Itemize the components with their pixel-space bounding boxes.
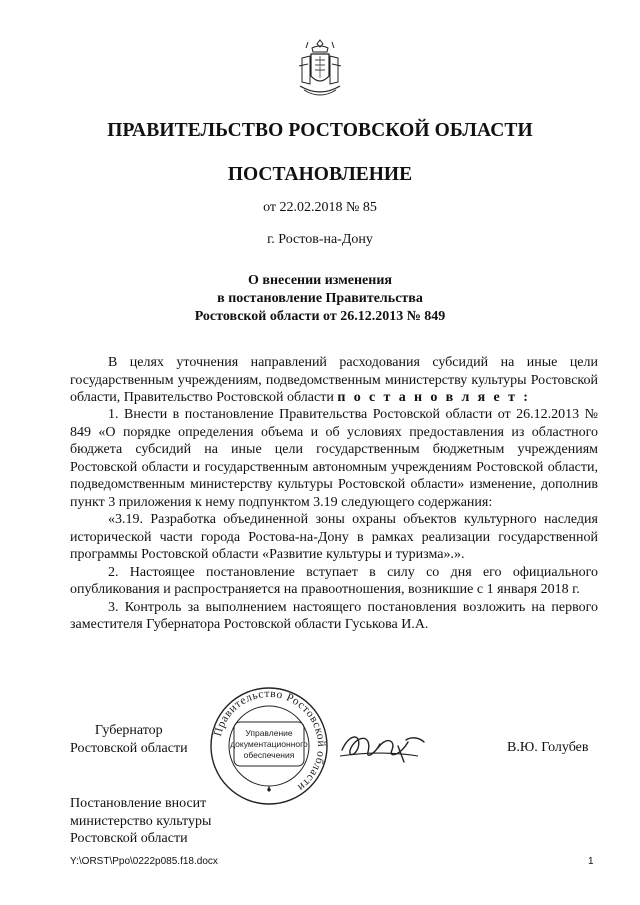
- clauses: [70, 406, 598, 634]
- coat-of-arms-emblem: [294, 38, 346, 102]
- signatory-name: В.Ю. Голубев: [507, 740, 589, 755]
- subject-line: в постановление Правительства: [217, 291, 423, 306]
- page-number: 1: [588, 856, 594, 867]
- decree-word: п о с т а н о в л я е т :: [337, 390, 531, 405]
- signatory-title-line: Ростовской области: [70, 741, 188, 756]
- stamp-inner-line: обеспечения: [243, 750, 295, 760]
- stamp-ring-text: Правительство Ростовской области: [212, 687, 328, 794]
- clause-1-quote: «3.19. Разработка объединенной зоны охраны объектов культурного наследия исторической части города Ростова-на-Дону в рамках реализации государственной программы Ростовской области «Развитие культуры и туризма».».: [70, 512, 598, 562]
- document-type-title: ПОСТАНОВЛЕНИЕ: [227, 164, 413, 185]
- organization-title: ПРАВИТЕЛЬСТВО РОСТОВСКОЙ ОБЛАСТИ: [107, 120, 533, 141]
- submitter-note: [70, 795, 211, 848]
- submitter-note-line: Ростовской области: [70, 831, 188, 846]
- stamp-inner-line: Управление: [245, 728, 293, 738]
- document-city: г. Ростов-на-Дону: [267, 232, 373, 247]
- document-subject: [0, 272, 640, 326]
- preamble: [70, 354, 598, 407]
- star-icon: [267, 786, 271, 792]
- official-stamp: [207, 686, 331, 806]
- preamble-text: В целях уточнения направлений расходования субсидий на иные цели государственным учреждениям, подведомственным министерству культуры Ростовской области, Правительство Ростовской области: [70, 355, 598, 405]
- handwritten-signature: [338, 722, 428, 768]
- submitter-note-line: министерство культуры: [70, 813, 212, 829]
- signatory-title-line: Губернатор: [94, 723, 163, 738]
- clause-2: 2. Настоящее постановление вступает в силу со дня его официального опубликования и распространяется на правоотношения, возникшие с 1 января 2018 г.: [70, 564, 598, 597]
- clause-3: 3. Контроль за выполнением настоящего постановления возложить на первого заместителя Губернатора Ростовской области Гуськова И.А.: [70, 599, 598, 632]
- clause-1: 1. Внести в постановление Правительства Ростовской области от 26.12.2013 № 849 «О порядке определения объема и об условиях предоставления из областного бюджета субсидий на иные цели государственным бюджетным учреждениям Ростовской области и государственным автономным учреждениям Ростовской области, подведомственным министерству культуры Ростовской области» изменение, дополнив пункт 3 приложения к нему подпунктом 3.19 следующего содержания:: [70, 407, 598, 510]
- file-path: Y:\ORST\Ppo\0222p085.f18.docx: [70, 856, 218, 867]
- document-date-number: от 22.02.2018 № 85: [263, 200, 377, 215]
- submitter-note-line: Постановление вносит: [70, 796, 207, 811]
- subject-line: О внесении изменения: [248, 273, 392, 288]
- stamp-inner-line: документационного: [230, 739, 308, 749]
- signatory-title: [70, 722, 188, 758]
- subject-line: Ростовской области от 26.12.2013 № 849: [194, 309, 446, 324]
